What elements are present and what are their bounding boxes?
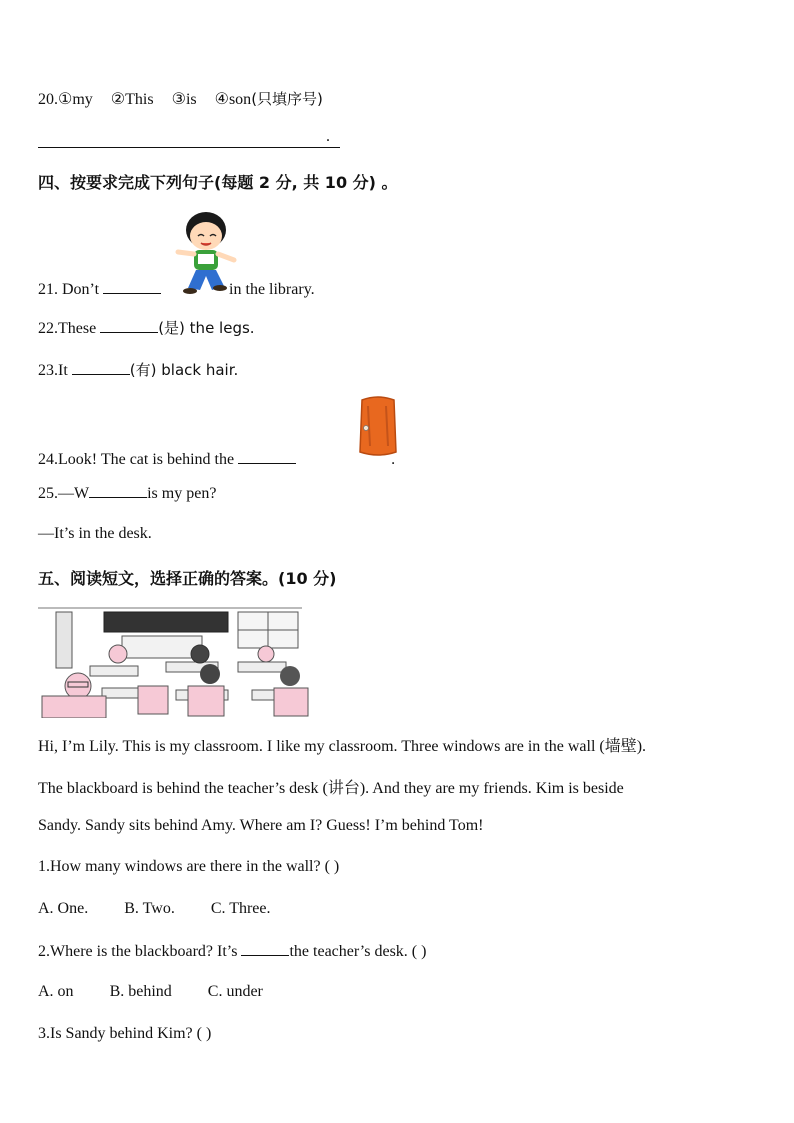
q21-blank[interactable] [103, 279, 161, 294]
q2-option-b[interactable]: B. behind [109, 983, 172, 1000]
q20-end-mark: . [326, 128, 330, 145]
teacher-desk [122, 636, 202, 658]
reading-question-3: 3.Is Sandy behind Kim? ( ) [38, 1025, 212, 1042]
reading-q2-options [38, 983, 263, 1001]
q2-prefix: 2.Where is the blackboard? It’s [38, 943, 238, 960]
q22-suffix: (是) the legs. [158, 319, 255, 337]
section-4-title: 四、按要求完成下列句子(每题 2 分, 共 10 分) 。 [38, 173, 398, 192]
q23-blank[interactable] [72, 360, 130, 375]
q22-prefix: 22.These [38, 320, 97, 337]
q25-blank[interactable] [89, 483, 147, 498]
boy-face [190, 222, 222, 250]
q24-prefix: 24.Look! The cat is behind the [38, 451, 235, 468]
question-23 [38, 359, 238, 380]
q25-suffix: is my pen? [147, 485, 217, 502]
q20-answer-blank[interactable] [38, 147, 340, 148]
reading-question-1: 1.How many windows are there in the wall? ( ) [38, 858, 340, 875]
boy-tom [65, 673, 91, 699]
reading-q1-options [38, 900, 271, 918]
blackboard [104, 612, 228, 632]
passage-line-2: The blackboard is behind the teacher’s desk (讲台). And they are my friends. Kim is beside [38, 780, 624, 797]
q25-prefix: 25.—W [38, 485, 90, 502]
q20-option-1: ①my [58, 91, 93, 108]
q20-number: 20. [38, 91, 58, 108]
q1-option-b[interactable]: B. Two. [124, 900, 175, 917]
question-20 [38, 88, 323, 109]
q23-suffix: (有) black hair. [129, 361, 239, 379]
question-21 [38, 279, 315, 299]
q1-option-a[interactable]: A. One. [38, 900, 89, 917]
q22-blank[interactable] [100, 318, 158, 333]
q2-option-a[interactable]: A. on [38, 983, 74, 1000]
q24-blank[interactable] [238, 449, 296, 464]
q20-option-2: ②This [110, 91, 154, 108]
q2-suffix: the teacher’s desk. ( ) [289, 943, 427, 960]
q24-suffix: . [391, 451, 396, 468]
q20-option-4: ④son [214, 91, 252, 108]
question-24 [38, 449, 395, 469]
reading-question-2 [38, 941, 426, 961]
door-knob [364, 426, 369, 431]
question-22 [38, 317, 255, 338]
q1-option-c[interactable]: C. Three. [210, 900, 271, 917]
q21-suffix: in the library. [229, 281, 315, 298]
classroom-door [56, 612, 72, 668]
question-25 [38, 483, 216, 503]
section-5-title: 五、阅读短文，选择正确的答案。(10 分) [38, 569, 337, 588]
girl-lily [200, 664, 220, 684]
q2-blank[interactable] [241, 941, 289, 956]
classroom-image [38, 600, 310, 718]
q25-answer: —It’s in the desk. [38, 525, 152, 542]
q20-note: (只填序号) [251, 90, 323, 108]
q20-option-3: ③is [171, 91, 197, 108]
passage-line-1: Hi, I’m Lily. This is my classroom. I like my classroom. Three windows are in the wall (墙壁). [38, 738, 647, 755]
passage-line-3: Sandy. Sandy sits behind Amy. Where am I? Guess! I’m behind Tom! [38, 817, 484, 834]
q23-prefix: 23.It [38, 362, 68, 379]
q21-prefix: 21. Don’t [38, 281, 100, 298]
q2-option-c[interactable]: C. under [207, 983, 263, 1000]
